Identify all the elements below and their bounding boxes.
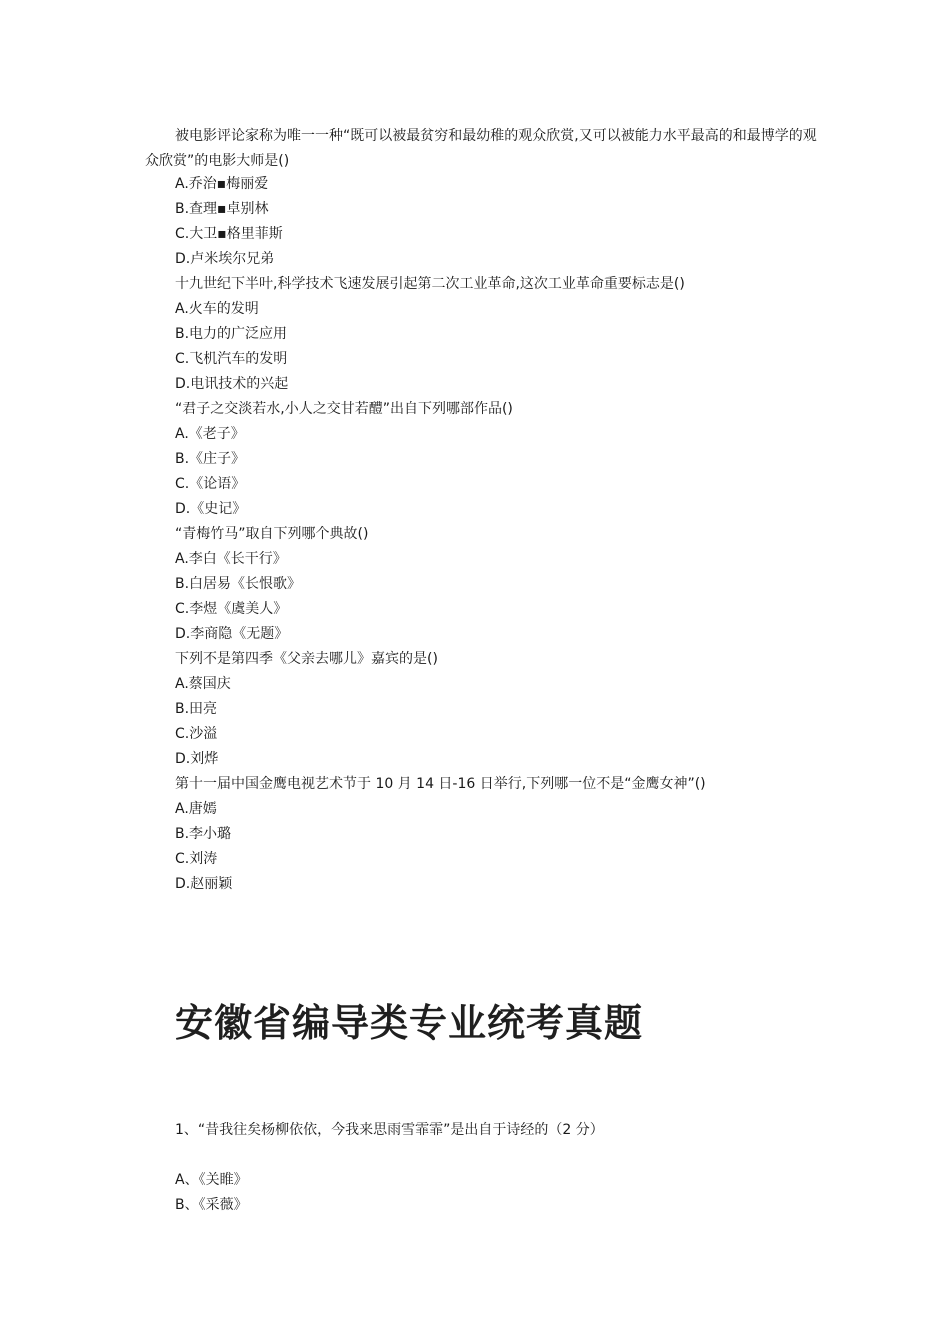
q2-option-c: C.飞机汽车的发明 bbox=[175, 351, 288, 367]
question-1-stem: 被电影评论家称为唯一一种“既可以被最贫穷和最幼稚的观众欣赏,又可以被能力水平最高的和最博学的观众欣赏”的电影大师是() bbox=[145, 128, 817, 169]
q4-option-d: D.李商隐《无题》 bbox=[175, 626, 289, 642]
q1-option-d: D.卢米埃尔兄弟 bbox=[175, 251, 275, 267]
q5-option-d: D.刘烨 bbox=[175, 751, 219, 767]
question-3-stem: “君子之交淡若水,小人之交甘若醴”出自下列哪部作品() bbox=[175, 401, 513, 417]
question-4-stem: “青梅竹马”取自下列哪个典故() bbox=[175, 526, 369, 542]
q5-option-a: A.蔡国庆 bbox=[175, 676, 231, 692]
section-title: 安徽省编导类专业统考真题 bbox=[175, 1001, 644, 1045]
q6-option-c: C.刘涛 bbox=[175, 851, 218, 867]
q3-option-c: C.《论语》 bbox=[175, 476, 246, 492]
section-option-a: A、《关睢》 bbox=[175, 1172, 248, 1188]
q6-option-a: A.唐嫣 bbox=[175, 801, 217, 817]
question-2-stem: 十九世纪下半叶,科学技术飞速发展引起第二次工业革命,这次工业革命重要标志是() bbox=[175, 276, 685, 292]
q4-option-a: A.李白《长干行》 bbox=[175, 551, 287, 567]
q6-option-d: D.赵丽颖 bbox=[175, 876, 233, 892]
q3-option-a: A.《老子》 bbox=[175, 426, 245, 442]
q3-option-b: B.《庄子》 bbox=[175, 451, 246, 467]
q2-option-d: D.电讯技术的兴起 bbox=[175, 376, 289, 392]
q5-option-c: C.沙溢 bbox=[175, 726, 218, 742]
section-question-options bbox=[0, 1168, 950, 1218]
section-option-b: B、《采薇》 bbox=[175, 1197, 248, 1213]
q4-option-c: C.李煜《虞美人》 bbox=[175, 601, 288, 617]
q3-option-d: D.《史记》 bbox=[175, 501, 247, 517]
q1-option-b: B.查理▪卓别林 bbox=[175, 201, 269, 217]
q2-option-a: A.火车的发明 bbox=[175, 301, 259, 317]
question-5-stem: 下列不是第四季《父亲去哪儿》嘉宾的是() bbox=[175, 651, 438, 667]
section-question-stem: 1、“昔我往矣杨柳依依，今我来思雨雪霏霏”是出自于诗经的（2 分） bbox=[175, 1122, 604, 1138]
q4-option-b: B.白居易《长恨歌》 bbox=[175, 576, 302, 592]
q2-option-b: B.电力的广泛应用 bbox=[175, 326, 288, 342]
q1-option-a: A.乔治▪梅丽爱 bbox=[175, 176, 269, 192]
q1-option-c: C.大卫▪格里菲斯 bbox=[175, 226, 283, 242]
question-6-stem: 第十一届中国金鹰电视艺术节于 10 月 14 日-16 日举行,下列哪一位不是“金鹰女神”() bbox=[175, 776, 706, 792]
question-list bbox=[0, 172, 950, 897]
q6-option-b: B.李小璐 bbox=[175, 826, 232, 842]
q5-option-b: B.田亮 bbox=[175, 701, 218, 717]
